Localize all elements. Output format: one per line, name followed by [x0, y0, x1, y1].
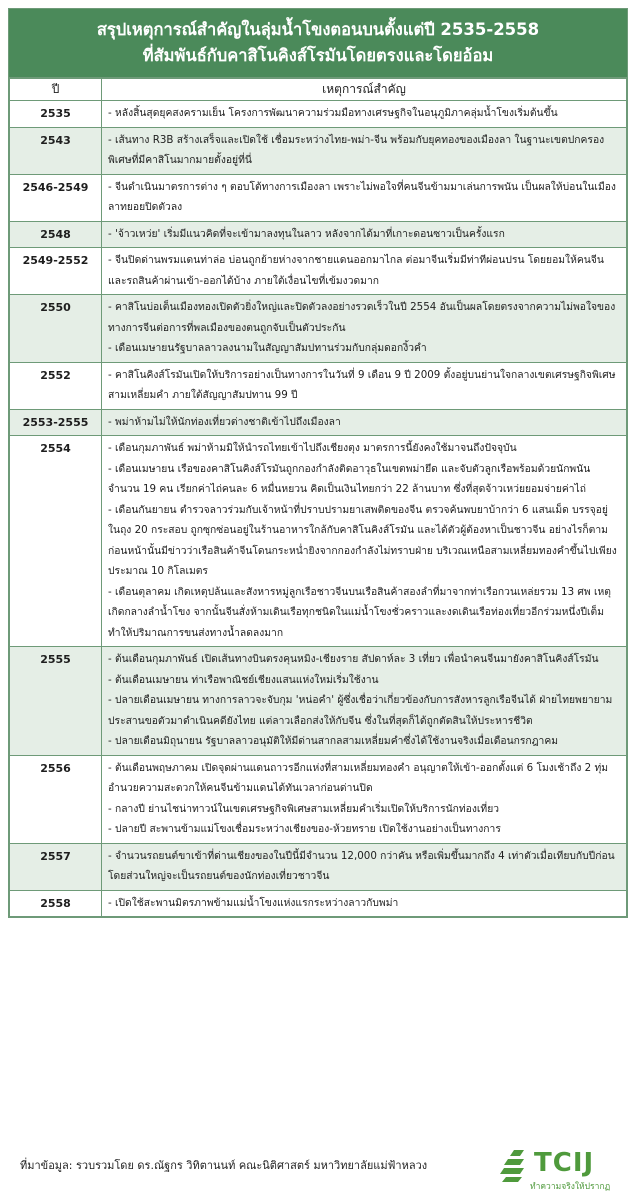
- year-cell: 2549-2552: [10, 248, 102, 295]
- event-item: - ปลายเดือนเมษายน ทางการลาวจะจับกุม 'หน่อคำ' ผู้ซึ่งเชื่อว่าเกี่ยวข้องกับการสังหารลูกเรือจีนได้ ฝ่ายไทยพยายามประสานขอตัวมาดำเนินคดียังไทย แต่ลาวเลือกส่งให้กับจีน ซึ่งในที่สุดก็ได้ถูกตัดสินให้ประหารชีวิต: [108, 694, 613, 727]
- event-item: - พม่าห้ามไม่ให้นักท่องเที่ยวต่างชาติเข้าไปถึงเมืองลา: [108, 415, 341, 428]
- year-cell: 2546-2549: [10, 174, 102, 221]
- table-row: [10, 127, 627, 174]
- year-cell: 2550: [10, 295, 102, 363]
- year-cell: 2535: [10, 101, 102, 128]
- event-item: - เดือนกันยายน ตำรวจลาวร่วมกับเจ้าหน้าที่ปราบปรามยาเสพติดของจีน ตรวจค้นพบยาบ้ากว่า 6 แสนเม็ด บรรจุอยู่ในถุง 20 กระสอบ ถูกซุกซ่อนอยู่ในร้านอาหารใกล้กับคาสิโนคิงส์โรมัน และได้ตัวผู้ต้องหาเป็นชาวจีน อย่างไรก็ตามก่อนหน้านั้นมีข่าวว่าเรือสินค้าจีนโดนกระหน่ำยิงจากกองกำลังไม่ทราบฝ่าย บริเวณเหนือสามเหลี่ยมทองคำขึ้นไปเพียงประมาณ 10 กิโลเมตร: [108, 503, 617, 577]
- column-header-year: ปี: [10, 79, 102, 101]
- table-row: [10, 248, 627, 295]
- logo-slogan: ทำความจริงให้ปรากฏ: [530, 1182, 611, 1192]
- table-row: [10, 890, 627, 917]
- events-cell: [102, 221, 627, 248]
- event-item: - ปลายเดือนมิถุนายน รัฐบาลลาวอนุมัติให้มีด่านสากลสามเหลี่ยมคำซึ่งได้ใช้งานจริงเมื่อเดือนกรกฎาคม: [108, 735, 558, 747]
- events-cell: [102, 101, 627, 128]
- table-row: [10, 409, 627, 436]
- table-row: [10, 295, 627, 363]
- events-cell: [102, 127, 627, 174]
- table-row: [10, 101, 627, 128]
- title-line-2: ที่สัมพันธ์กับคาสิโนคิงส์โรมันโดยตรงและโดยอ้อม: [142, 46, 494, 65]
- logo-wordmark: TCIJ: [534, 1148, 595, 1178]
- event-item: - เดือนกุมภาพันธ์ พม่าห้ามมิให้นำรถไทยเข้าไปถึงเชียงตุง มาตรการนี้ยังคงใช้มาจนถึงปัจจุบัน: [108, 442, 517, 454]
- events-cell: [102, 174, 627, 221]
- year-cell: 2556: [10, 755, 102, 843]
- event-item: - หลังสิ้นสุดยุคสงครามเย็น โครงการพัฒนาความร่วมมือทางเศรษฐกิจในอนุภูมิภาคลุ่มน้ำโขงเริ่มต้นขึ้น: [108, 107, 558, 119]
- event-item: - ต้นเดือนพฤษภาคม เปิดจุดผ่านแดนถาวรอีกแห่งที่สามเหลี่ยมทองคำ อนุญาตให้เข้า-ออกตั้งแต่ 6 โมงเช้าถึง 2 ทุ่ม อำนวยความสะดวกให้คนจีนข้ามแดนได้ทันเวลาก่อนด่านปิด: [108, 761, 609, 794]
- table-row: [10, 843, 627, 890]
- events-cell: [102, 890, 627, 917]
- table-row: [10, 436, 627, 647]
- year-cell: 2558: [10, 890, 102, 917]
- event-item: - จำนวนรถยนต์ขาเข้าที่ด่านเชียงของในปีนี้มีจำนวน 12,000 กว่าคัน หรือเพิ่มขึ้นมากถึง 4 เท่าตัวเมื่อเทียบกับปีก่อน โดยส่วนใหญ่จะเป็นรถยนต์ของนักท่องเที่ยวชาวจีน: [108, 849, 615, 882]
- event-item: - จีนปิดด่านพรมแดนท่าล่อ บ่อนถูกย้ายห่างจากชายแดนออกมาไกล ต่อมาจีนเริ่มมีท่าทีผ่อนปรน โดยยอมให้คนจีนและรถสินค้าผ่านเข้า-ออกได้บ้าง ภายใต้เงื่อนไขที่เข้มงวดมาก: [108, 254, 604, 287]
- events-cell: [102, 295, 627, 363]
- event-item: - 'จ้าวเหว่ย' เริ่มมีแนวคิดที่จะเข้ามาลงทุนในลาว หลังจากได้มาที่เกาะดอนซาวเป็นครั้งแรก: [108, 227, 505, 240]
- event-item: - ต้นเดือนกุมภาพันธ์ เปิดเส้นทางบินตรงคุนหมิง-เชียงราย สัปดาห์ละ 3 เที่ยว เพื่อนำคนจีนมายังคาสิโนคิงส์โรมัน: [108, 653, 599, 665]
- source-credit: ที่มาข้อมูล: รวบรวมโดย ดร.ณัฐกร วิทิตานนท์ คณะนิติศาสตร์ มหาวิทยาลัยแม่ฟ้าหลวง: [20, 1159, 428, 1172]
- events-cell: [102, 755, 627, 843]
- tcij-logo: [498, 1144, 618, 1192]
- summary-table-frame: [8, 8, 628, 918]
- year-cell: 2543: [10, 127, 102, 174]
- events-cell: [102, 409, 627, 436]
- year-cell: 2548: [10, 221, 102, 248]
- event-item: - ปลายปี สะพานข้ามแม่โขงเชื่อมระหว่างเชียงของ-ห้วยทราย เปิดใช้งานอย่างเป็นทางการ: [108, 823, 501, 835]
- events-cell: [102, 362, 627, 409]
- event-item: - เดือนเมษายนรัฐบาลลาวลงนามในสัญญาสัมปทานร่วมกับกลุ่มดอกงิ้วคำ: [108, 342, 427, 354]
- events-cell: [102, 248, 627, 295]
- year-cell: 2553-2555: [10, 409, 102, 436]
- event-item: - กลางปี ย่านไชน่าทาวน์ในเขตเศรษฐกิจพิเศษสามเหลี่ยมคำเริ่มเปิดให้บริการนักท่องเที่ยว: [108, 802, 500, 815]
- events-cell: [102, 436, 627, 647]
- year-cell: 2557: [10, 843, 102, 890]
- footer: [8, 1142, 628, 1194]
- year-cell: 2555: [10, 647, 102, 756]
- table-row: [10, 362, 627, 409]
- table-row: [10, 221, 627, 248]
- events-table: [9, 78, 627, 917]
- event-item: - เปิดใช้สะพานมิตรภาพข้ามแม่น้ำโขงแห่งแรกระหว่างลาวกับพม่า: [108, 896, 399, 909]
- event-item: - จีนดำเนินมาตรการต่าง ๆ ตอบโต้ทางการเมืองลา เพราะไม่พอใจที่คนจีนข้ามมาเล่นการพนัน เป็นผลให้บ่อนในเมืองลาทยอยปิดตัวลง: [108, 180, 616, 213]
- table-row: [10, 647, 627, 756]
- column-header-events: เหตุการณ์สำคัญ: [102, 79, 627, 101]
- title-line-1: สรุปเหตุการณ์สำคัญในลุ่มน้ำโขงตอนบนตั้งแต่ปี 2535-2558: [96, 20, 540, 39]
- events-cell: [102, 647, 627, 756]
- title-banner: [9, 9, 627, 78]
- event-item: - เส้นทาง R3B สร้างเสร็จและเปิดใช้ เชื่อมระหว่างไทย-พม่า-จีน พร้อมกับยุคทองของเมืองลา ในฐานะเขตปกครองพิเศษที่มีคาสิโนมากมายตั้งอยู่ที่นี่: [108, 133, 605, 166]
- event-item: - ต้นเดือนเมษายน ท่าเรือพาณิชย์เชียงแสนแห่งใหม่เริ่มใช้งาน: [108, 673, 379, 686]
- tcij-stripes-icon: [500, 1148, 530, 1182]
- year-cell: 2552: [10, 362, 102, 409]
- year-cell: 2554: [10, 436, 102, 647]
- table-row: [10, 174, 627, 221]
- event-item: - เดือนเมษายน เรือของคาสิโนคิงส์โรมันถูกกองกำลังติดอาวุธในเขตพม่ายึด และจับตัวลูกเรือพร้อมด้วยนักพนันจำนวน 19 คน เรียกค่าไถ่คนละ 6 หมื่นหยวน คิดเป็นเงินไทยกว่า 22 ล้านบาท ซึ่งที่สุดจ้าวเหว่ยยอมจ่ายค่าไถ่: [108, 462, 591, 495]
- event-item: - เดือนตุลาคม เกิดเหตุปล้นและสังหารหมู่ลูกเรือชาวจีนบนเรือสินค้าสองลำที่มาจากท่าเรือกวนเหล่ยรวม 13 ศพ เหตุเกิดกลางลำน้ำโขง จากนั้นจีนสั่งห้ามเดินเรือทุกชนิดในแม่น้ำโขงชั่วคราวและงดเดินเรือท่องเที่ยวอีกร่วมหนึ่งปีเต็ม ทำให้ปริมาณการขนส่งทางน้ำลดลงมาก: [108, 585, 611, 639]
- table-row: [10, 755, 627, 843]
- events-cell: [102, 843, 627, 890]
- event-item: - คาสิโนคิงส์โรมันเปิดให้บริการอย่างเป็นทางการในวันที่ 9 เดือน 9 ปี 2009 ตั้งอยู่บนย่านใจกลางเขตเศรษฐกิจพิเศษสามเหลี่ยมคำ ภายใต้สัญญาสัมปทาน 99 ปี: [108, 368, 616, 401]
- event-item: - คาสิโนบ่อเต็นเมืองทองเปิดตัวยิ่งใหญ่และปิดตัวลงอย่างรวดเร็วในปี 2554 อันเป็นผลโดยตรงจากความไม่พอใจของทางการจีนต่อการที่พลเมืองของตนถูกจับเป็นตัวประกัน: [108, 301, 616, 334]
- events-table-body: [10, 101, 627, 917]
